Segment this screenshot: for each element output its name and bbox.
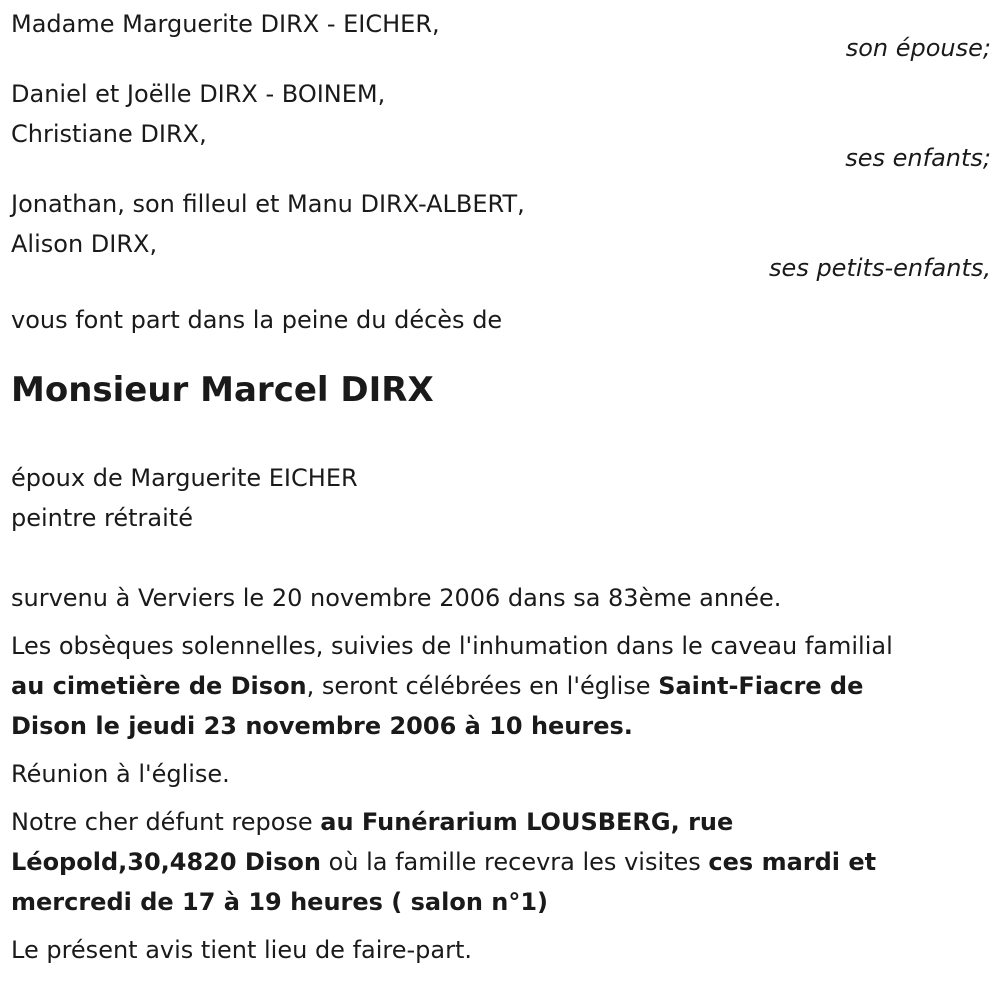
rest-text-2: où la famille recevra les visites	[320, 848, 709, 876]
meeting-note: Réunion à l'église.	[11, 760, 230, 788]
obituary-notice	[11, 4, 991, 970]
funeral-church: Saint-Fiacre de	[658, 672, 864, 700]
grandchildren-line-2: Alison DIRX,	[11, 230, 158, 258]
funeral-paragraph	[11, 626, 991, 746]
rest-paragraph	[11, 802, 991, 922]
rest-visit-hours: mercredi de 17 à 19 heures ( salon n°1)	[11, 888, 549, 916]
deceased-profession: peintre rétraité	[11, 504, 193, 532]
rest-visit-days: ces mardi et	[708, 848, 877, 876]
children-role: ses enfants;	[845, 144, 991, 172]
children-line-1: Daniel et Joëlle DIRX - BOINEM,	[11, 80, 386, 108]
spouse-line: Madame Marguerite DIRX - EICHER,	[11, 10, 440, 38]
children-line-2: Christiane DIRX,	[11, 120, 207, 148]
spouse-role: son épouse;	[845, 34, 991, 62]
rest-funeral-home: au Funérarium LOUSBERG, rue	[320, 808, 734, 836]
funeral-text-2: , seront célébrées en l'église	[306, 672, 659, 700]
deceased-spouse: époux de Marguerite EICHER	[11, 464, 358, 492]
deceased-name: Monsieur Marcel DIRX	[11, 370, 434, 410]
funeral-text-1: Les obsèques solennelles, suivies de l'inhumation dans le caveau familial	[11, 632, 893, 660]
funeral-cemetery: au cimetière de Dison	[11, 672, 307, 700]
funeral-date: Dison le jeudi 23 novembre 2006 à 10 heures.	[11, 712, 633, 740]
closing-note: Le présent avis tient lieu de faire-part.	[11, 936, 473, 964]
announcement: vous font part dans la peine du décès de	[11, 306, 503, 334]
rest-address: Léopold,30,4820 Dison	[11, 848, 321, 876]
grandchildren-role: ses petits-enfants,	[769, 254, 991, 282]
grandchildren-line-1: Jonathan, son filleul et Manu DIRX-ALBERT,	[11, 190, 525, 218]
rest-text-1: Notre cher défunt repose	[11, 808, 321, 836]
death-notice: survenu à Verviers le 20 novembre 2006 dans sa 83ème année.	[11, 584, 782, 612]
